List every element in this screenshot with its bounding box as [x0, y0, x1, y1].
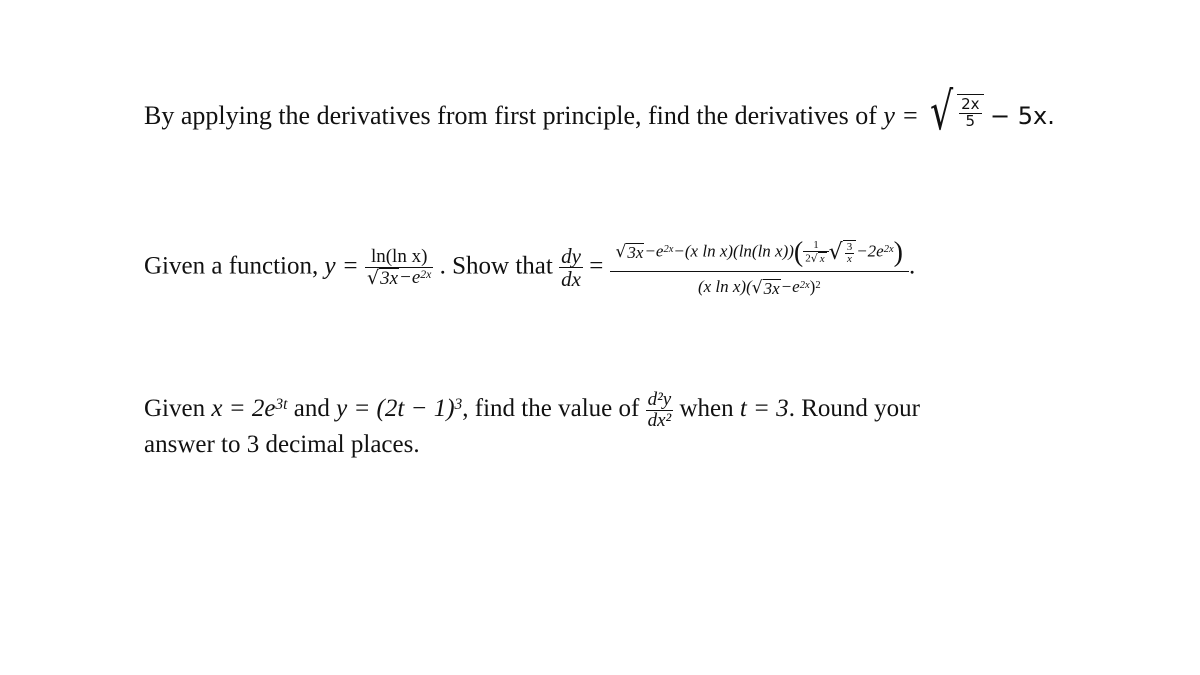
rhs-numerator: $√3x-e^{2x}-(x$ ln x)(ln(ln x))( $\frac{1}{2√ x}$ √ $\frac{3}{x}$ $-2e^{2x}$) [610, 238, 909, 272]
y-equation [336, 395, 462, 422]
second-derivative-fraction [646, 390, 674, 431]
find-text: , find the value of [462, 395, 640, 423]
rhs-denominator-a: (x ln x)( [697, 277, 752, 297]
question-1 [144, 82, 1055, 144]
three-over-x [845, 242, 855, 266]
question-2-show-that: . Show that [439, 252, 553, 280]
question-3-lead: Given [144, 395, 206, 423]
question-1-tail: − 5x. [990, 101, 1055, 130]
radical-sign-icon: √ [930, 82, 954, 142]
question-1-y-equals: y = [883, 100, 919, 130]
radical-sign-icon: √ [828, 240, 843, 266]
x-equals: x = 2e [211, 395, 276, 423]
when-word: when [679, 395, 734, 423]
equals-sign: = [589, 252, 604, 280]
exponent-2x: 2x [663, 243, 674, 255]
question-2-function-fraction [365, 247, 433, 289]
dy: dy [561, 244, 581, 269]
question-2-y-equals: y = [324, 252, 359, 280]
x: x [819, 253, 825, 266]
question-2-rhs-fraction [610, 238, 909, 298]
close-paren: ) [809, 277, 816, 297]
x: x [846, 253, 852, 266]
radical-sign-icon: √ [810, 252, 818, 266]
minus-2e: −2e [856, 241, 884, 261]
minus-e: −e [644, 241, 664, 261]
rhs-denominator [610, 272, 909, 298]
radical-sign-icon: √ [366, 266, 380, 289]
three-over-x-radicand [843, 240, 857, 266]
dx2: dx² [647, 409, 672, 431]
minus-e: −e [399, 266, 421, 288]
question-2-function-denominator [365, 268, 433, 289]
d2y: d²y [647, 389, 672, 410]
and-word: and [293, 395, 330, 423]
minus-e: −e [780, 277, 800, 297]
question-1-text: By applying the derivatives from first principle, find the derivatives of [144, 100, 877, 130]
two: 2 [805, 252, 811, 265]
sqrt-three-over-x [829, 240, 857, 266]
y-equals: y = (2t − 1) [336, 395, 455, 423]
power-2: 2 [815, 279, 821, 291]
dy-dx-fraction [559, 245, 583, 290]
t-equals-3: t = 3 [739, 395, 789, 423]
three: 3 [846, 240, 853, 253]
question-1-inner-fraction [959, 97, 981, 130]
question-3-line-1 [144, 390, 920, 431]
radical-sign-icon: √ [751, 277, 763, 298]
radicand-3x: 3x [763, 279, 780, 299]
question-1-inner-denominator: 5 [965, 112, 976, 130]
exponent-2x: 2x [420, 267, 432, 281]
two-root-x [803, 252, 828, 266]
question-2-period: . [909, 252, 916, 280]
exponent-2x: 2x [799, 279, 810, 291]
question-1-radicand [957, 94, 983, 130]
question-1-sqrt [925, 82, 983, 142]
exponent-2x: 2x [883, 243, 894, 255]
question-2-function-numerator: ln(ln x) [365, 247, 433, 268]
question-3-line-2: answer to 3 decimal places. [144, 431, 420, 458]
x-exponent: 3t [275, 396, 288, 414]
dx: dx [561, 267, 581, 292]
one-over-two-root-x [803, 240, 828, 266]
x-equation [211, 395, 287, 422]
round-your: . Round your [788, 395, 920, 423]
question-2-lead: Given a function, [144, 252, 319, 280]
question-2 [144, 238, 915, 298]
y-exponent: 3 [454, 396, 463, 414]
one: 1 [803, 240, 828, 253]
question-1-inner-numerator: 2x [961, 95, 980, 114]
radicand-3x: 3x [627, 243, 644, 263]
radicand-3x: 3x [380, 268, 399, 290]
rhs-numerator-middle: −(x ln x)(ln(ln x)) [673, 241, 794, 261]
radical-sign-icon: √ [615, 241, 627, 262]
